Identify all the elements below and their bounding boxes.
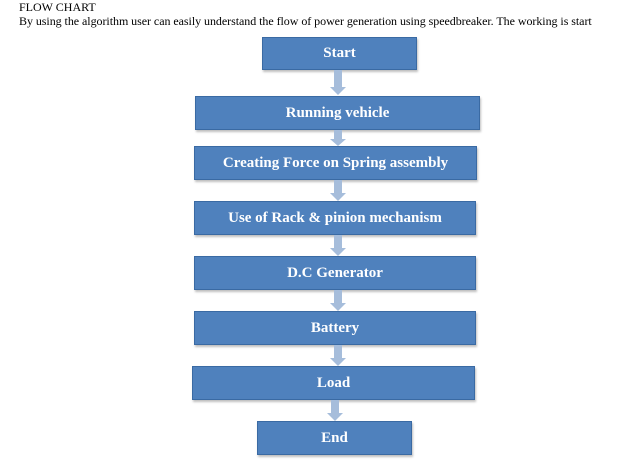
node-battery [194, 311, 476, 345]
arrow-running-vehicle-to-spring-force [328, 130, 348, 146]
node-spring-force [194, 146, 477, 180]
node-start-label: Start [323, 45, 356, 61]
node-battery-label: Battery [310, 319, 360, 336]
node-running-vehicle [195, 96, 480, 130]
arrow-load-to-end [325, 400, 345, 421]
arrow-rack-pinion-to-dc-generator [328, 235, 348, 256]
node-rack-pinion-label: Use of Rack & pinion mechanism [228, 209, 442, 226]
node-start [262, 37, 417, 70]
flowchart-heading: FLOW CHART [19, 0, 96, 14]
node-end [257, 421, 412, 455]
intro-paragraph: By using the algorithm user can easily understand the flow of power generation using speedbreaker. The working is start [19, 14, 592, 28]
node-end-label: End [321, 429, 348, 446]
arrow-dc-generator-to-battery [328, 290, 348, 311]
node-rack-pinion [194, 201, 476, 235]
node-running-vehicle-label: Running vehicle [285, 104, 390, 121]
node-load-label: Load [316, 374, 351, 391]
arrow-spring-force-to-rack-pinion [328, 180, 348, 201]
node-dc-generator [194, 256, 476, 290]
node-spring-force-label: Creating Force on Spring assembly [222, 154, 449, 171]
node-load [192, 366, 475, 400]
node-dc-generator-label: D.C Generator [287, 264, 383, 281]
arrow-start-to-running-vehicle [328, 70, 348, 96]
arrow-battery-to-load [328, 345, 348, 366]
